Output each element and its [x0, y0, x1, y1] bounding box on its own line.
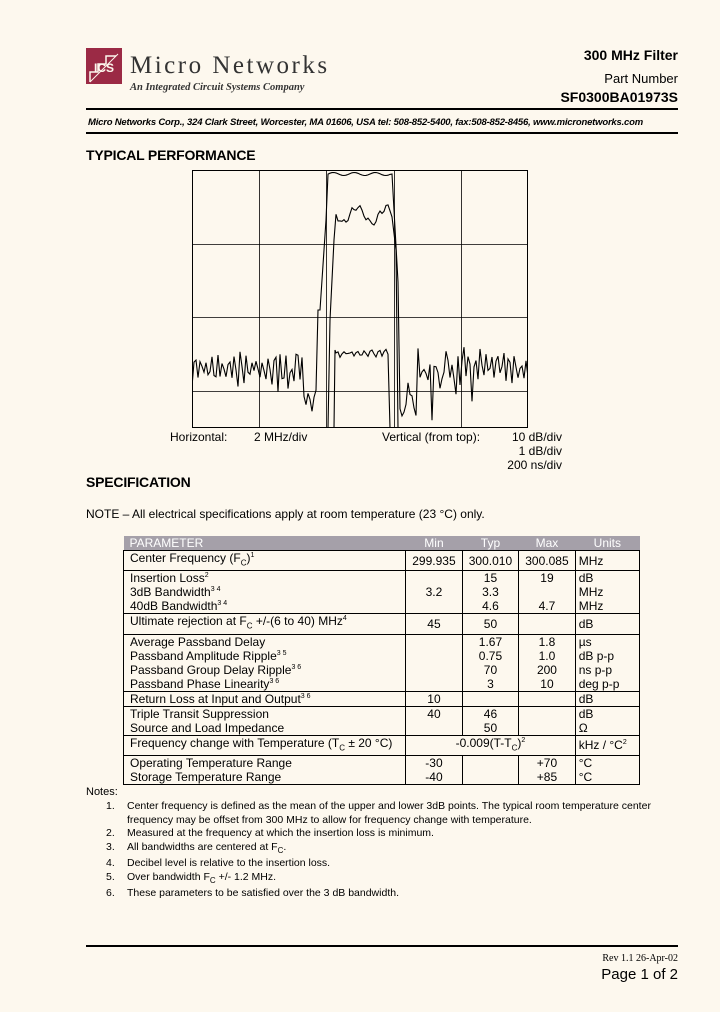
max-cell: 4.7: [519, 599, 576, 614]
units-cell: Ω: [575, 721, 639, 736]
param-cell: Ultimate rejection at $F_C +/-(6$ to 40) MHz$^4$: [124, 614, 406, 634]
notes-list: [106, 800, 666, 901]
param-cell: Passband Phase Linearity$^{3 6}$: [124, 677, 406, 692]
note-number: 3.: [106, 840, 115, 853]
units-cell: MHz: [575, 551, 639, 571]
typ-cell: [462, 770, 519, 785]
part-number: SF0300BA01973S: [560, 89, 678, 105]
max-cell: +70: [519, 756, 576, 771]
typ-cell: 15: [462, 571, 519, 586]
table-row: [124, 770, 640, 785]
max-cell: 1.8: [519, 634, 576, 649]
typ-cell: [462, 756, 519, 771]
min-cell: [406, 634, 463, 649]
min-cell: 45: [406, 614, 463, 634]
note-text: Over bandwidth $F_C$ +/- 1.2 MHz.: [127, 870, 277, 885]
col-parameter: PARAMETER: [124, 536, 406, 551]
note-item: [106, 841, 666, 858]
vertical-scale-1: 10 dB/div: [511, 430, 562, 444]
max-cell: +85: [519, 770, 576, 785]
table-row: [124, 663, 640, 677]
units-cell: dB: [575, 614, 639, 634]
param-cell: Average Passband Delay: [124, 634, 406, 649]
param-cell: Source and Load Impedance: [124, 721, 406, 736]
note-item: [106, 887, 666, 901]
col-typ: Typ: [462, 536, 519, 551]
min-cell: [406, 677, 463, 692]
vertical-scale-2: 1 dB/div: [518, 444, 562, 458]
min-cell: [406, 721, 463, 736]
vertical-scale-3: 200 ns/div: [507, 458, 562, 472]
typ-cell: 46: [462, 706, 519, 721]
note-number: 4.: [106, 857, 115, 870]
units-cell: kHz / $^\circ C^2$: [575, 735, 639, 755]
max-cell: [519, 721, 576, 736]
table-row: [124, 677, 640, 692]
max-cell: [519, 585, 576, 599]
table-row: [124, 551, 640, 571]
table-row: [124, 756, 640, 771]
note-item: [106, 827, 666, 841]
contact-line: Micro Networks Corp., 324 Clark Street, Worcester, MA 01606, USA tel: 508-852-5400, fax:508-852-8456, www.micronetworks.com: [88, 117, 643, 128]
col-max: Max: [519, 536, 576, 551]
param-cell: Passband Amplitude Ripple$^{3 5}$: [124, 649, 406, 663]
param-cell: Storage Temperature Range: [124, 770, 406, 785]
horizontal-scale: 2 MHz/div: [254, 430, 308, 444]
units-cell: °C: [575, 770, 639, 785]
min-cell: 3.2: [406, 585, 463, 599]
max-cell: [519, 706, 576, 721]
max-cell: 19: [519, 571, 576, 586]
note-number: 6.: [106, 887, 115, 900]
param-cell: 3dB Bandwidth$^{3 4}$: [124, 585, 406, 599]
note-number: 5.: [106, 870, 115, 883]
units-cell: deg p-p: [575, 677, 639, 692]
units-cell: dB: [575, 706, 639, 721]
min-cell: [406, 571, 463, 586]
col-min: Min: [406, 536, 463, 551]
param-cell: Triple Transit Suppression: [124, 706, 406, 721]
page-number: Page 1 of 2: [601, 966, 678, 983]
param-cell: 40dB Bandwidth$^{3 4}$: [124, 599, 406, 614]
table-row: [124, 735, 640, 755]
min-cell: -40: [406, 770, 463, 785]
min-cell: [406, 649, 463, 663]
note-item: [106, 800, 666, 827]
min-cell: -30: [406, 756, 463, 771]
units-cell: dB p-p: [575, 649, 639, 663]
col-units: Units: [575, 536, 639, 551]
filter-response-plot: [192, 170, 528, 428]
typical-performance-heading: TYPICAL PERFORMANCE: [86, 147, 256, 163]
typ-cell: 0.75: [462, 649, 519, 663]
company-tagline: An Integrated Circuit Systems Company: [130, 82, 305, 93]
note-text: These parameters to be satisfied over the 3 dB bandwidth.: [127, 887, 399, 900]
min-cell: 40: [406, 706, 463, 721]
revision-text: Rev 1.1 26-Apr-02: [602, 953, 678, 964]
merged-value-cell: $-0.009(T-T_C)^2$: [406, 735, 576, 755]
vertical-label: Vertical (from top):: [382, 430, 481, 444]
note-text: Decibel level is relative to the insertion loss.: [127, 857, 331, 870]
typ-cell: 4.6: [462, 599, 519, 614]
typ-cell: 70: [462, 663, 519, 677]
note-text: Center frequency is defined as the mean of the upper and lower 3dB points. The typical room temperature center frequency may be offset from 300 MHz to allow for frequency change with temperature.: [127, 800, 651, 826]
param-cell: Operating Temperature Range: [124, 756, 406, 771]
table-row: [124, 585, 640, 599]
logo-text: ICS: [93, 61, 115, 75]
max-cell: [519, 614, 576, 634]
param-cell: Frequency change with Temperature ($T_C \pm 20$ °C): [124, 735, 406, 755]
min-cell: [406, 599, 463, 614]
typ-cell: 3: [462, 677, 519, 692]
typ-cell: 3.3: [462, 585, 519, 599]
table-row: [124, 599, 640, 614]
param-cell: Passband Group Delay Ripple$^{3 6}$: [124, 663, 406, 677]
table-row: [124, 614, 640, 634]
units-cell: dB: [575, 691, 639, 706]
max-cell: 300.085: [519, 551, 576, 571]
part-number-label: Part Number: [604, 71, 678, 86]
ics-logo: [86, 48, 122, 84]
header-rule: [86, 108, 678, 110]
typ-cell: [462, 691, 519, 706]
param-cell: Return Loss at Input and Output$^{3 6}$: [124, 691, 406, 706]
note-item: [106, 857, 666, 871]
note-item: [106, 871, 666, 888]
note-text: All bandwidths are centered at $F_C$.: [127, 840, 287, 855]
table-row: [124, 634, 640, 649]
table-row: [124, 691, 640, 706]
note-text: Measured at the frequency at which the insertion loss is minimum.: [127, 827, 434, 839]
min-cell: 299.935: [406, 551, 463, 571]
footer-rule: [86, 945, 678, 947]
param-cell: Center Frequency $(F_C)^1$: [124, 551, 406, 571]
max-cell: 10: [519, 677, 576, 692]
notes-heading: Notes:: [86, 786, 118, 798]
horizontal-label: Horizontal:: [170, 430, 228, 444]
table-row: [124, 571, 640, 586]
units-cell: MHz: [575, 599, 639, 614]
table-row: [124, 721, 640, 736]
units-cell: ns p-p: [575, 663, 639, 677]
units-cell: °C: [575, 756, 639, 771]
typ-cell: 1.67: [462, 634, 519, 649]
spec-note: NOTE – All electrical specifications apply at room temperature (23 °C) only.: [86, 507, 485, 521]
min-cell: [406, 663, 463, 677]
max-cell: 200: [519, 663, 576, 677]
typ-cell: 50: [462, 721, 519, 736]
max-cell: [519, 691, 576, 706]
table-row: [124, 706, 640, 721]
units-cell: µs: [575, 634, 639, 649]
max-cell: 1.0: [519, 649, 576, 663]
document-title: 300 MHz Filter: [583, 47, 678, 63]
typ-cell: 300.010: [462, 551, 519, 571]
note-number: 2.: [106, 827, 115, 839]
param-cell: Insertion Loss$^2$: [124, 571, 406, 586]
min-cell: 10: [406, 691, 463, 706]
specification-heading: SPECIFICATION: [86, 474, 191, 490]
note-number: 1.: [106, 800, 115, 812]
units-cell: MHz: [575, 585, 639, 599]
company-name: Micro Networks: [130, 52, 330, 79]
units-cell: dB: [575, 571, 639, 586]
typ-cell: 50: [462, 614, 519, 634]
table-row: [124, 649, 640, 663]
specification-table: [123, 536, 640, 785]
contact-rule: [86, 132, 678, 134]
table-header-row: [124, 536, 640, 551]
